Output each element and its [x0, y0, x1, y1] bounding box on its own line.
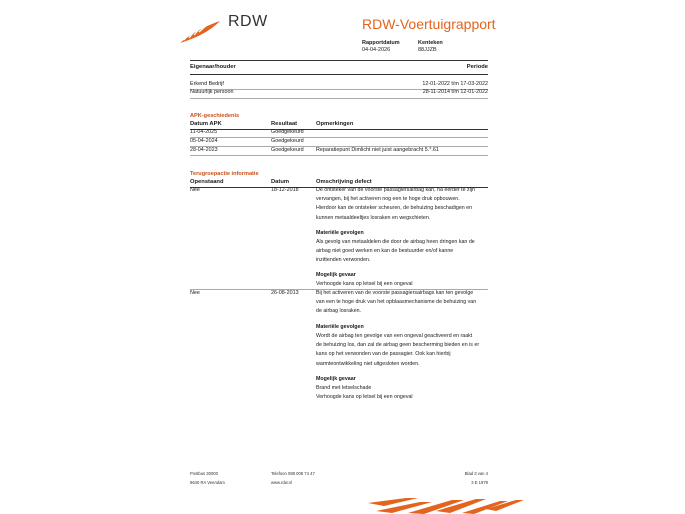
- rapportdatum-value: 04-04-2026: [362, 47, 391, 53]
- apk-date-cell: 28-04-2023: [190, 147, 218, 153]
- material-line: de behuizing los, dan zal de airbag geen bescherming bieden en is er: [316, 342, 480, 349]
- desc-line: de airbag losraken.: [316, 308, 362, 315]
- danger-description: [316, 384, 488, 402]
- apk-result-cell: Goedgekeurd: [271, 147, 304, 153]
- apk-result-header: Resultaat: [271, 121, 298, 127]
- divider: [190, 74, 488, 75]
- footer-stripes-decoration-icon: [366, 497, 526, 514]
- material-description: [316, 332, 488, 369]
- material-title: Materiële gevolgen: [316, 230, 364, 236]
- apk-date-cell: 05-04-2024: [190, 138, 218, 144]
- recall-open-cell: Nee: [190, 187, 200, 193]
- material-line: kans op het verwonden van de passagier. Ook kan hierbij: [316, 351, 451, 358]
- row-divider: [190, 155, 488, 156]
- owner-column-header: Eigenaar/houder: [190, 64, 236, 70]
- desc-line: kunnen metaaldeeltjes losraken en wegschieten.: [316, 214, 431, 221]
- material-line: airbag niet goed werken en kan de bestuurder en/of kanne: [316, 248, 454, 255]
- footer-city: 9640 RA Veendam: [190, 480, 225, 485]
- footer-web[interactable]: www.rdw.nl: [271, 480, 292, 485]
- recall-open-cell: Nee: [190, 290, 200, 296]
- recall-date-header: Datum: [271, 179, 290, 185]
- report-title: RDW-Voertuigrapport: [362, 16, 496, 32]
- recall-description: [316, 289, 488, 317]
- recall-date-cell: 18-12-2018: [271, 187, 299, 193]
- apk-result-cell: Goedgekeurd: [271, 138, 304, 144]
- desc-line: Bij het activeren van de voorste passagiersairbags kan ten gevolge: [316, 290, 474, 296]
- footer-postbus: Postbus 30000: [190, 471, 218, 476]
- divider: [190, 60, 488, 61]
- apk-remarks-header: Opmerkingen: [316, 121, 354, 127]
- desc-line: De ontsteker van de voorste passagiersairbag kan, na eerder te zijn: [316, 187, 475, 193]
- owner-cell: Erkend Bedrijf: [190, 81, 224, 87]
- footer-phone: Telefoon 088 008 74 47: [271, 471, 315, 476]
- danger-line: Verhoogde kans op letsel bij een ongeval: [316, 394, 413, 401]
- period-column-header: Periode: [466, 64, 488, 70]
- material-title: Materiële gevolgen: [316, 324, 364, 330]
- apk-date-cell: 11-04-2025: [190, 129, 218, 135]
- desc-line: Hierdoor kan de ontsteker scheuren, de behuizing beschadigen en: [316, 205, 473, 212]
- rdw-feather-logo-icon: [178, 19, 222, 45]
- danger-line: Brand met letselschade: [316, 385, 372, 391]
- period-cell: 28-11-2014 t/m 12-01-2022: [422, 89, 488, 95]
- logo-text: RDW: [228, 13, 268, 30]
- material-line: inzittenden verwonden.: [316, 257, 371, 264]
- row-divider: [190, 98, 488, 99]
- apk-date-header: Datum APK: [190, 121, 222, 127]
- desc-line: vervangen, bij het activeren nog een te hoge druk opbouwen.: [316, 196, 460, 203]
- material-line: Wordt de airbag ten gevolge van een ongeval geactiveerd en raakt: [316, 333, 473, 339]
- recall-description: [316, 186, 488, 223]
- kenteken-label: Kenteken: [418, 40, 443, 46]
- owner-cell: Natuurlijk persoon: [190, 89, 234, 95]
- divider: [190, 129, 488, 130]
- recall-open-header: Openstaand: [190, 179, 224, 185]
- recall-date-cell: 26-08-2013: [271, 290, 299, 296]
- material-line: Als gevolg van metaaldelen die door de airbag heen dringen kan de: [316, 239, 475, 245]
- danger-line: Verhoogde kans op letsel bij een ongeval: [316, 281, 413, 287]
- material-description: [316, 238, 488, 266]
- period-cell: 12-01-2022 t/m 17-03-2022: [422, 81, 488, 87]
- danger-title: Mogelijk gevaar: [316, 272, 356, 278]
- kenteken-value: 88JJZB: [418, 47, 437, 53]
- apk-remark-cell: Reparatiepunt Dimlicht niet juist aangebracht 5.*.61: [316, 147, 439, 153]
- recall-section-title: Terugroepactie informatie: [190, 171, 259, 177]
- footer-code: 3 E 1979: [471, 480, 488, 485]
- row-divider: [190, 137, 488, 138]
- desc-line: van een te hoge druk van het opblaasmechanisme de behuizing van: [316, 299, 477, 306]
- recall-desc-header: Omschrijving defect: [316, 179, 372, 185]
- danger-description: [316, 280, 488, 289]
- apk-result-cell: Goedgekeurd: [271, 129, 304, 135]
- footer-page-number: Blad 3 van 4: [464, 471, 488, 476]
- apk-section-title: APK-geschiedenis: [190, 113, 240, 119]
- rapportdatum-label: Rapportdatum: [362, 40, 400, 46]
- danger-title: Mogelijk gevaar: [316, 376, 356, 382]
- material-line: warmteontwikkeling niet uitgesloten worden.: [316, 360, 420, 367]
